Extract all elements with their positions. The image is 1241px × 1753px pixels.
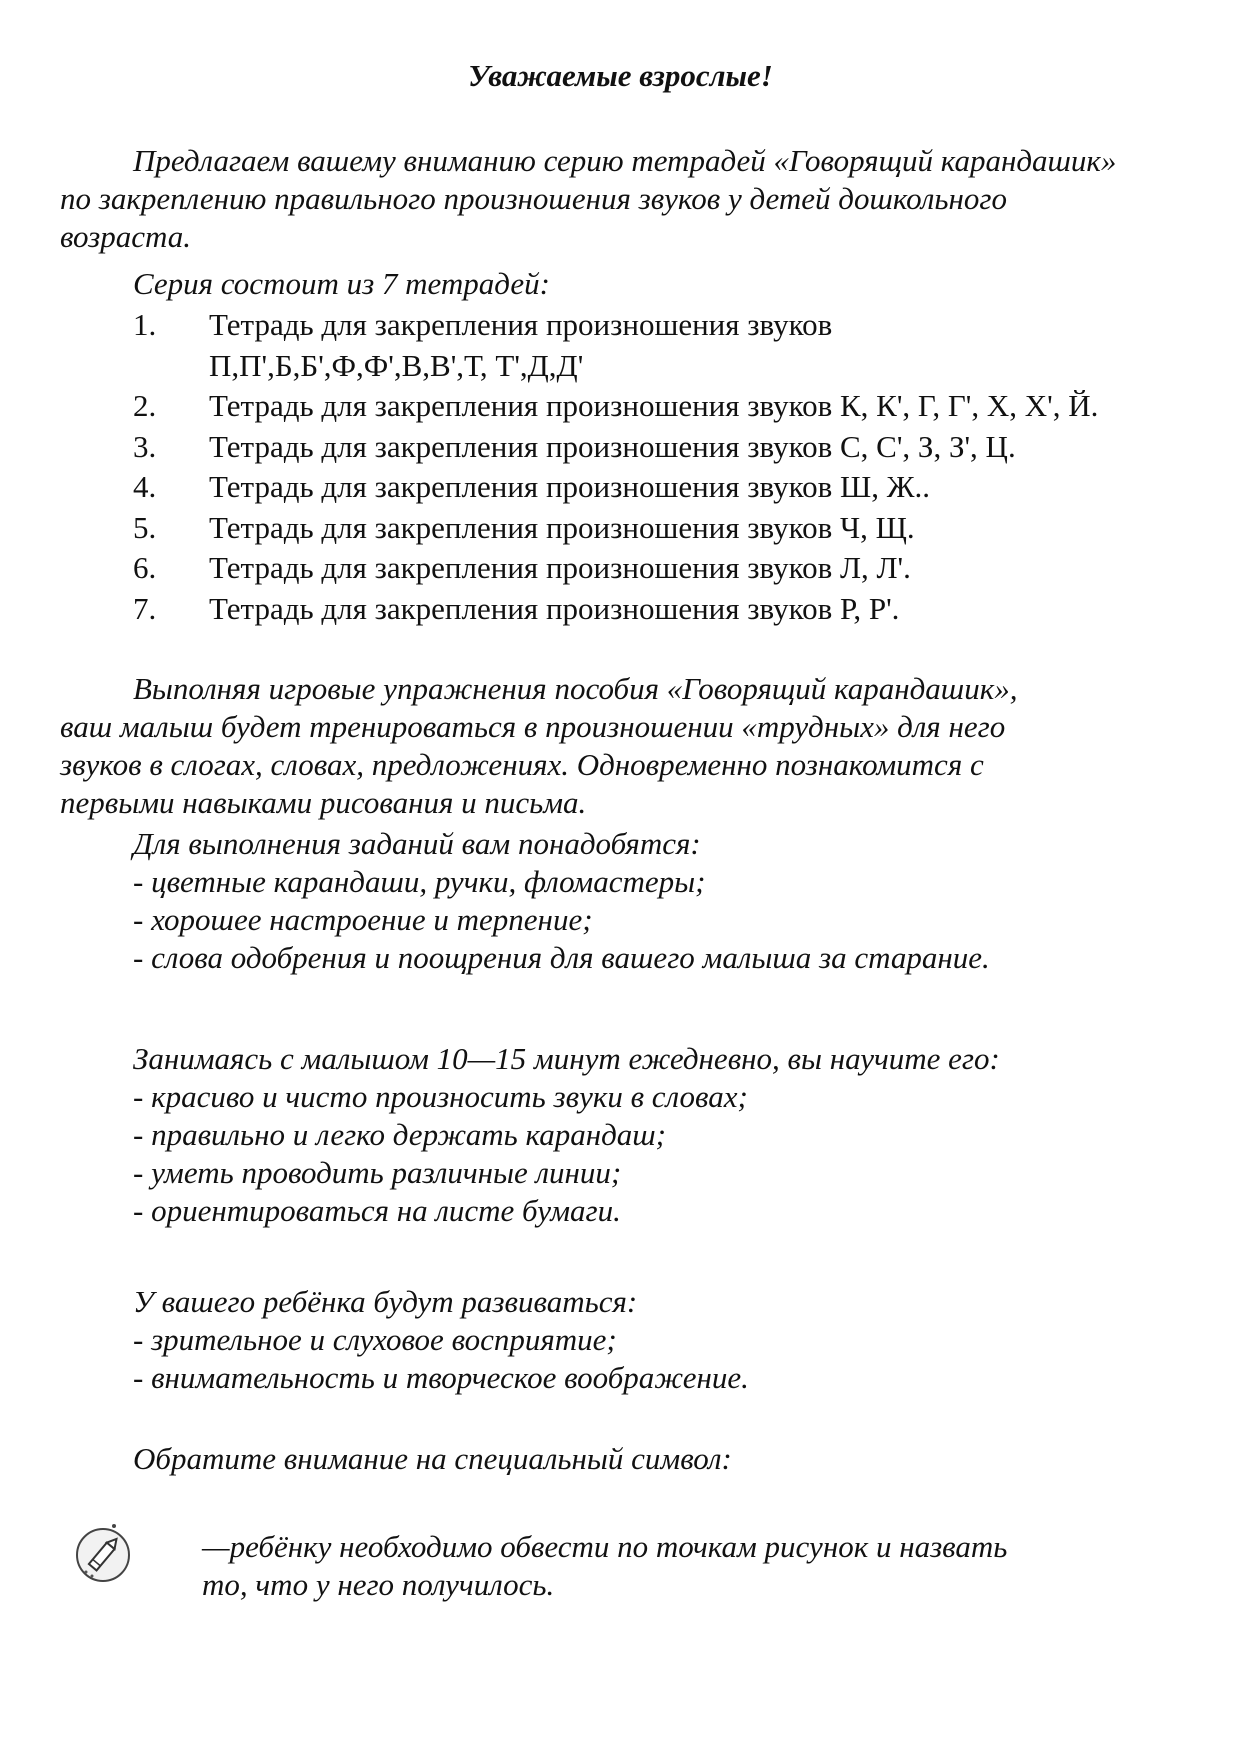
- intro-line: Предлагаем вашему вниманию серию тетрадей «Говорящий карандашик»: [133, 143, 1117, 178]
- exercises-line: звуков в слогах, словах, предложениях. Одновременно познакомится с: [60, 747, 984, 782]
- teach-item: - ориентироваться на листе бумаги.: [133, 1193, 621, 1228]
- list-text: Тетрадь для закрепления произношения звуков Ш, Ж..: [209, 469, 931, 504]
- pencil-dots-icon: [72, 1522, 134, 1584]
- list-item: [133, 508, 1098, 549]
- list-number: 7.: [133, 590, 157, 626]
- notebook-list: [133, 305, 1098, 629]
- symbol-line: —ребёнку необходимо обвести по точкам рисунок и назвать: [202, 1529, 1008, 1564]
- list-number: 1.: [133, 307, 157, 342]
- list-item: [133, 589, 1098, 630]
- teach-block: [133, 1040, 1000, 1230]
- list-item: [133, 467, 1098, 508]
- list-text: Тетрадь для закрепления произношения звуков С, С', З, З', Ц.: [209, 428, 1016, 464]
- teach-item: - правильно и легко держать карандаш;: [133, 1117, 666, 1152]
- list-item: [133, 548, 1098, 589]
- list-number: 4.: [133, 469, 157, 504]
- list-text: Тетрадь для закрепления произношения звуков Л, Л'.: [209, 550, 911, 585]
- list-number: 5.: [133, 509, 157, 545]
- list-number: 2.: [133, 388, 157, 423]
- teach-item: - уметь проводить различные линии;: [133, 1155, 622, 1190]
- symbol-header: Обратите внимание на специальный символ:: [133, 1441, 732, 1476]
- list-item: [133, 305, 1098, 386]
- need-block: [133, 825, 990, 977]
- exercises-line: первыми навыками рисования и письма.: [60, 785, 587, 820]
- list-number: 6.: [133, 550, 157, 585]
- list-text: Тетрадь для закрепления произношения звуков: [209, 307, 833, 342]
- need-item: - хорошее настроение и терпение;: [133, 902, 593, 937]
- intro-paragraph: [60, 142, 1180, 256]
- symbol-description: [202, 1528, 1182, 1604]
- exercises-line: ваш малыш будет тренироваться в произношении «трудных» для него: [60, 709, 1006, 744]
- list-item: [133, 386, 1098, 427]
- list-item: [133, 427, 1098, 468]
- symbol-line: то, что у него получилось.: [202, 1567, 555, 1602]
- develop-item: - зрительное и слуховое восприятие;: [133, 1322, 617, 1357]
- intro-line: по закреплению правильного произношения звуков у детей дошкольного: [60, 181, 1007, 216]
- develop-block: [133, 1283, 749, 1397]
- need-item: - цветные карандаши, ручки, фломастеры;: [133, 864, 706, 899]
- teach-item: - красиво и чисто произносить звуки в словах;: [133, 1079, 748, 1114]
- list-subtext: П,П',Б,Б',Ф,Ф',В,В',Т, Т',Д,Д': [209, 347, 584, 383]
- need-header: Для выполнения заданий вам понадобятся:: [133, 826, 701, 861]
- page-title: Уважаемые взрослые!: [468, 58, 773, 93]
- list-text: Тетрадь для закрепления произношения звуков К, К', Г, Г', Х, Х', Й.: [209, 388, 1099, 423]
- exercises-line: Выполняя игровые упражнения пособия «Говорящий карандашик»,: [133, 671, 1018, 706]
- series-header: Серия состоит из 7 тетрадей:: [133, 266, 550, 301]
- list-text: Тетрадь для закрепления произношения звуков Ч, Щ.: [209, 509, 915, 545]
- teach-header: Занимаясь с малышом 10—15 минут ежедневно, вы научите его:: [133, 1041, 1000, 1076]
- list-text: Тетрадь для закрепления произношения звуков Р, Р'.: [209, 590, 900, 626]
- develop-header: У вашего ребёнка будут развиваться:: [133, 1284, 638, 1319]
- intro-line: возраста.: [60, 219, 192, 254]
- need-item: - слова одобрения и поощрения для вашего малыша за старание.: [133, 940, 990, 975]
- list-number: 3.: [133, 428, 157, 464]
- exercises-paragraph: [60, 670, 1180, 822]
- develop-item: - внимательность и творческое воображение.: [133, 1360, 749, 1395]
